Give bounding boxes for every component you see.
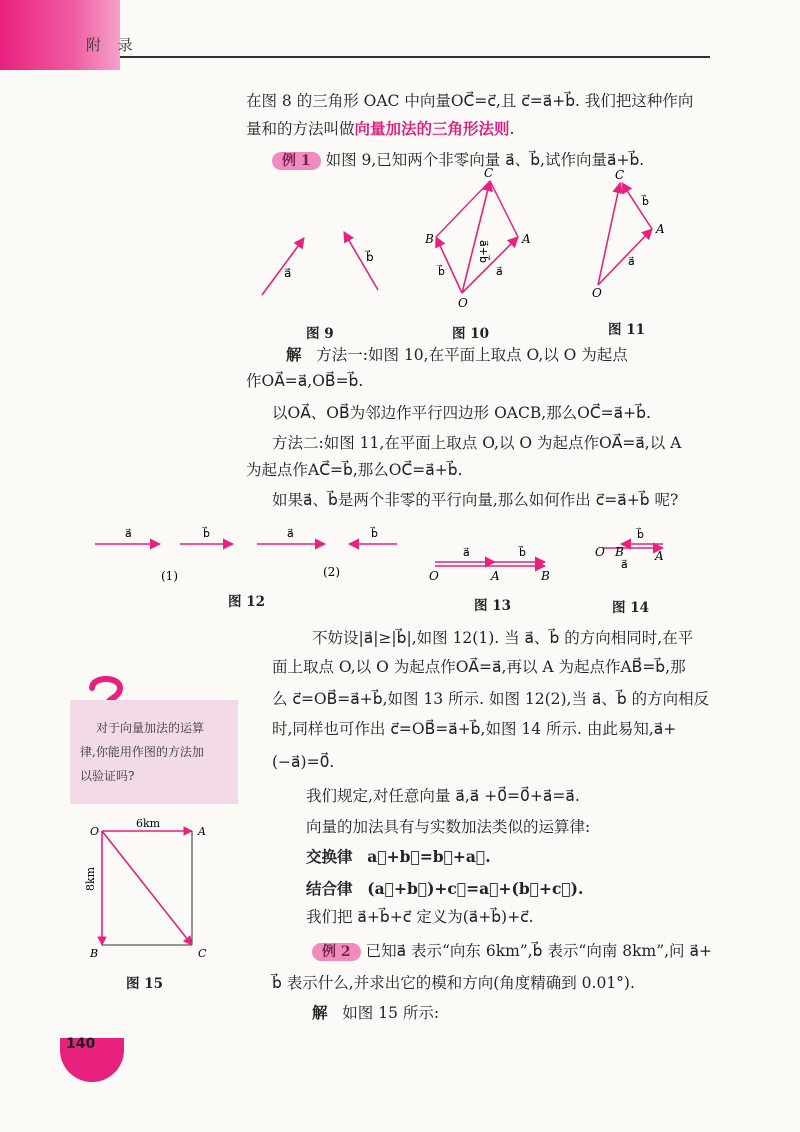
para2-line3: 么 c⃗=OB⃗=a⃗+b⃗,如图 13 所示. 如图 12(2),当 a⃗、b⃗ 的方向相反 [272,690,710,708]
solution2-text: 如图 15 所示: [342,1004,440,1022]
fig11-point-A: A [656,222,665,236]
law1-name: 交换律 [306,847,353,866]
fig11-vector-OA [598,229,652,285]
header-rule [120,56,710,58]
fig10-point-A: A [522,232,531,246]
fig10-point-O: O [458,296,468,310]
fig15-vector-sum [102,831,192,945]
fig10-point-C: C [484,166,494,180]
example2-line1 [312,938,712,964]
fig10-label-sum: a⃗+b⃗ [477,240,490,263]
law2-name: 结合律 [306,879,353,898]
para2-line4: 时,同样也可作出 c⃗=OB⃗=a⃗+b⃗,如图 14 所示. 由此易知,a⃗+ [272,720,677,738]
law2-formula: (a⃗+b⃗)+c⃗=a⃗+(b⃗+c⃗). [367,879,584,898]
sidebar-line2: 律,你能用作图的方法加 [80,745,204,759]
fig15-caption: 图 15 [126,976,163,992]
solution1-line1 [286,342,628,368]
figure-12 [95,526,397,583]
fig9-label-b: b⃗ [366,250,374,264]
fig12-1-label-b: b⃗ [203,527,210,540]
solution1-line3: 以OA⃗、OB⃗为邻边作平行四边形 OACB,那么OC⃗=a⃗+b⃗. [272,404,651,422]
solution1-line1-text: 方法一:如图 10,在平面上取点 O,以 O 为起点 [316,346,628,364]
fig9-label-a: a⃗ [284,266,292,280]
fig10-label-a: a⃗ [496,265,503,278]
fig9-vector-a [262,238,304,295]
fig11-label-a: a⃗ [628,255,635,268]
figure-9 [262,232,378,295]
example2-line1-text: 已知a⃗ 表示“向东 6km”,b⃗ 表示“向南 8km”,问 a⃗+ [365,942,712,960]
sidebar-line3: 以验证吗? [80,769,135,783]
fig14-point-O: O [595,545,605,559]
para1-line2 [246,116,514,142]
example2-label: 例 2 [312,943,361,961]
solution1-line2: 作OA⃗=a⃗,OB⃗=b⃗. [246,372,364,390]
para2-line2: 面上取点 O,以 O 为起点作OA⃗=a⃗,再以 A 为起点作AB⃗=b⃗,那 [272,658,686,676]
solution1-line5: 为起点作AC⃗=b⃗,那么OC⃗=a⃗+b⃗. [246,461,463,479]
fig15-label-south: 8km [84,866,97,892]
associative-law [306,876,583,902]
solution1-line6: 如果a⃗、b⃗是两个非零的平行向量,那么如何作出 c⃗=a⃗+b⃗ 呢? [272,491,679,509]
fig13-point-A: A [491,569,500,583]
para3-line2: 向量的加法具有与实数加法类似的运算律: [306,818,591,836]
fig12-sub1: (1) [161,569,178,583]
fig11-point-O: O [592,286,602,300]
solution2 [312,1000,439,1026]
figure-15 [80,815,220,965]
fig13-caption: 图 13 [474,598,511,614]
fig14-point-A: A [655,549,664,563]
figure-10 [424,166,531,310]
fig15-point-A: A [198,825,206,838]
solution1-label: 解 [286,345,302,364]
para1-line2-pre: 量和的方法叫做 [246,120,355,138]
fig12-2-label-b: b⃗ [371,527,378,540]
fig12-2-label-a: a⃗ [287,527,294,540]
fig10-caption: 图 10 [452,326,489,342]
section-header: 附 录 [86,36,139,54]
fig12-sub2: (2) [323,565,340,579]
figure-14 [595,527,664,571]
para3-line5: 我们把 a⃗+b⃗+c⃗ 定义为(a⃗+b⃗)+c⃗. [306,908,534,926]
fig11-vector-OC [598,183,620,285]
fig9-caption: 图 9 [306,326,334,342]
fig11-point-C: C [615,168,625,182]
para2-line1: 不妨设|a⃗|≥|b⃗|,如图 12(1). 当 a⃗、b⃗ 的方向相同时,在平 [312,629,694,647]
page-number: 140 [66,1036,96,1052]
example1-label: 例 1 [272,152,321,170]
figure-13 [429,545,550,583]
fig13-point-B: B [541,569,550,583]
commutative-law [306,844,491,870]
fig13-point-O: O [429,569,439,583]
fig10-point-B: B [425,232,434,246]
para1-line1: 在图 8 的三角形 OAC 中向量OC⃗=c⃗,且 c⃗=a⃗+b⃗. 我们把这种作向 [246,92,694,110]
fig12-caption: 图 12 [228,594,265,610]
fig10-label-b: b⃗ [438,265,445,278]
fig13-label-b: b⃗ [519,546,526,559]
fig15-label-east: 6km [136,817,161,830]
figure-11 [592,168,665,300]
fig11-label-b: b⃗ [642,195,649,208]
fig15-point-C: C [198,947,207,960]
sidebar-line1: 对于向量加法的运算 [96,721,205,735]
fig12-1-label-a: a⃗ [125,527,132,540]
fig10-side-AC [490,181,518,237]
fig10-vector-OC [462,181,490,293]
example1-text: 如图 9,已知两个非零向量 a⃗、b⃗,试作向量a⃗+b⃗. [325,151,645,169]
solution2-label: 解 [312,1003,328,1022]
para2-line5: (−a⃗)=0⃗. [272,753,335,771]
fig13-label-a: a⃗ [463,546,470,559]
fig10-side-BC [436,181,490,237]
triangle-rule-term: 向量加法的三角形法则 [354,119,510,138]
fig14-label-a: a⃗ [621,558,628,571]
para1-line2-post: . [509,120,515,138]
fig14-point-B: B [615,545,624,559]
figures-9-10-11 [240,165,700,340]
fig15-point-O: O [90,825,100,838]
fig14-label-b: b⃗ [637,528,644,541]
example2-line2: b⃗ 表示什么,并求出它的模和方向(角度精确到 0.01°). [272,974,635,992]
solution1-line4: 方法二:如图 11,在平面上取点 O,以 O 为起点作OA⃗=a⃗,以 A [272,434,682,452]
fig14-caption: 图 14 [612,600,649,616]
law1-formula: a⃗+b⃗=b⃗+a⃗. [367,847,491,866]
fig11-caption: 图 11 [608,322,645,338]
para3-line1: 我们规定,对任意向量 a⃗,a⃗ +0⃗=0⃗+a⃗=a⃗. [306,787,580,805]
figures-12-13-14 [85,520,675,620]
fig15-point-B: B [90,947,99,960]
